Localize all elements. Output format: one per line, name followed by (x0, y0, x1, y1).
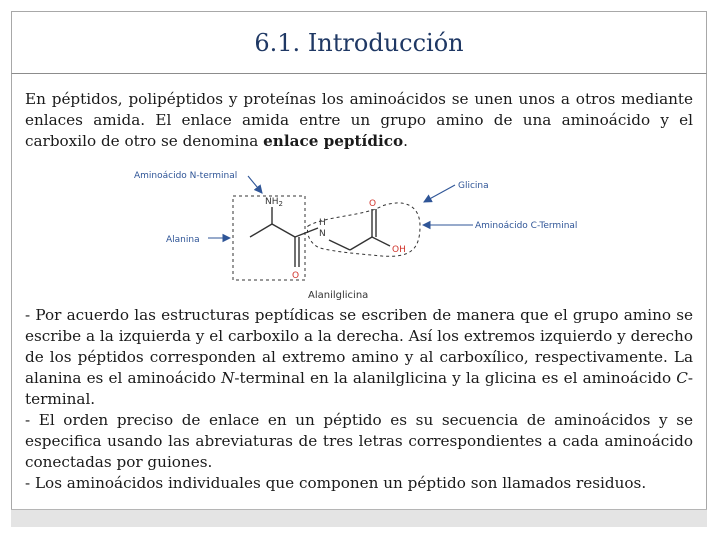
arrow-glicina (424, 185, 455, 202)
intro-text: En péptidos, polipéptidos y proteínas los aminoácidos se unen unos a otros mediante enlaces amida. El enlace amida entre un grupo amino de una aminoácido y el carboxilo de otro se denomina (25, 90, 693, 150)
slide-title: 6.1. Introducción (254, 28, 464, 57)
annotation-arrows (208, 176, 473, 238)
body-line-1c: -terminal. (25, 369, 693, 408)
alanylglycine-diagram (120, 162, 620, 304)
body-line-3: - Los aminoácidos individuales que componen un péptido son llamados residuos. (25, 474, 647, 492)
diagram-caption: Alanilglicina (308, 290, 369, 301)
label-c-terminal: Aminoácido C-Terminal (475, 221, 578, 231)
n-letter: N (221, 369, 235, 387)
atom-nh2: $NH_2$ (265, 197, 283, 208)
body-paragraph (25, 305, 693, 494)
atom-o-top: O (369, 199, 377, 209)
atom-oh: OH (392, 245, 406, 255)
arrow-n-terminal (248, 176, 262, 193)
body-line-1: - Por acuerdo las estructuras peptídicas se escriben de manera que el grupo amino se escribe a la izquierda y el carboxilo a la derecha. Así los extremos izquierdo y derecho de los péptidos corresponden al extremo amino y al carboxílico, respectivamente. La alanina es el aminoácido (25, 306, 693, 387)
peptide-bond-term: enlace peptídico (263, 132, 404, 150)
atom-h: H (319, 218, 326, 228)
label-n-terminal: Aminoácido N-terminal (134, 171, 238, 181)
title-box (11, 11, 707, 74)
intro-paragraph (25, 89, 693, 152)
footer-bar (11, 509, 707, 527)
c-letter: C (676, 369, 688, 387)
label-alanina: Alanina (166, 235, 200, 245)
atom-n: N (319, 229, 326, 239)
label-glicina: Glicina (458, 181, 489, 191)
body-line-2: - El orden preciso de enlace en un péptido es su secuencia de aminoácidos y se especifica usando las abreviaturas de tres letras correspondientes a cada aminoácido conectadas por guiones. (25, 411, 693, 471)
intro-period: . (403, 132, 408, 150)
body-line-1b: -terminal en la alanilglicina y la glicina es el aminoácido (234, 369, 677, 387)
atom-o-bottom: O (292, 271, 300, 281)
n-terminal-dashed-box (233, 196, 305, 280)
